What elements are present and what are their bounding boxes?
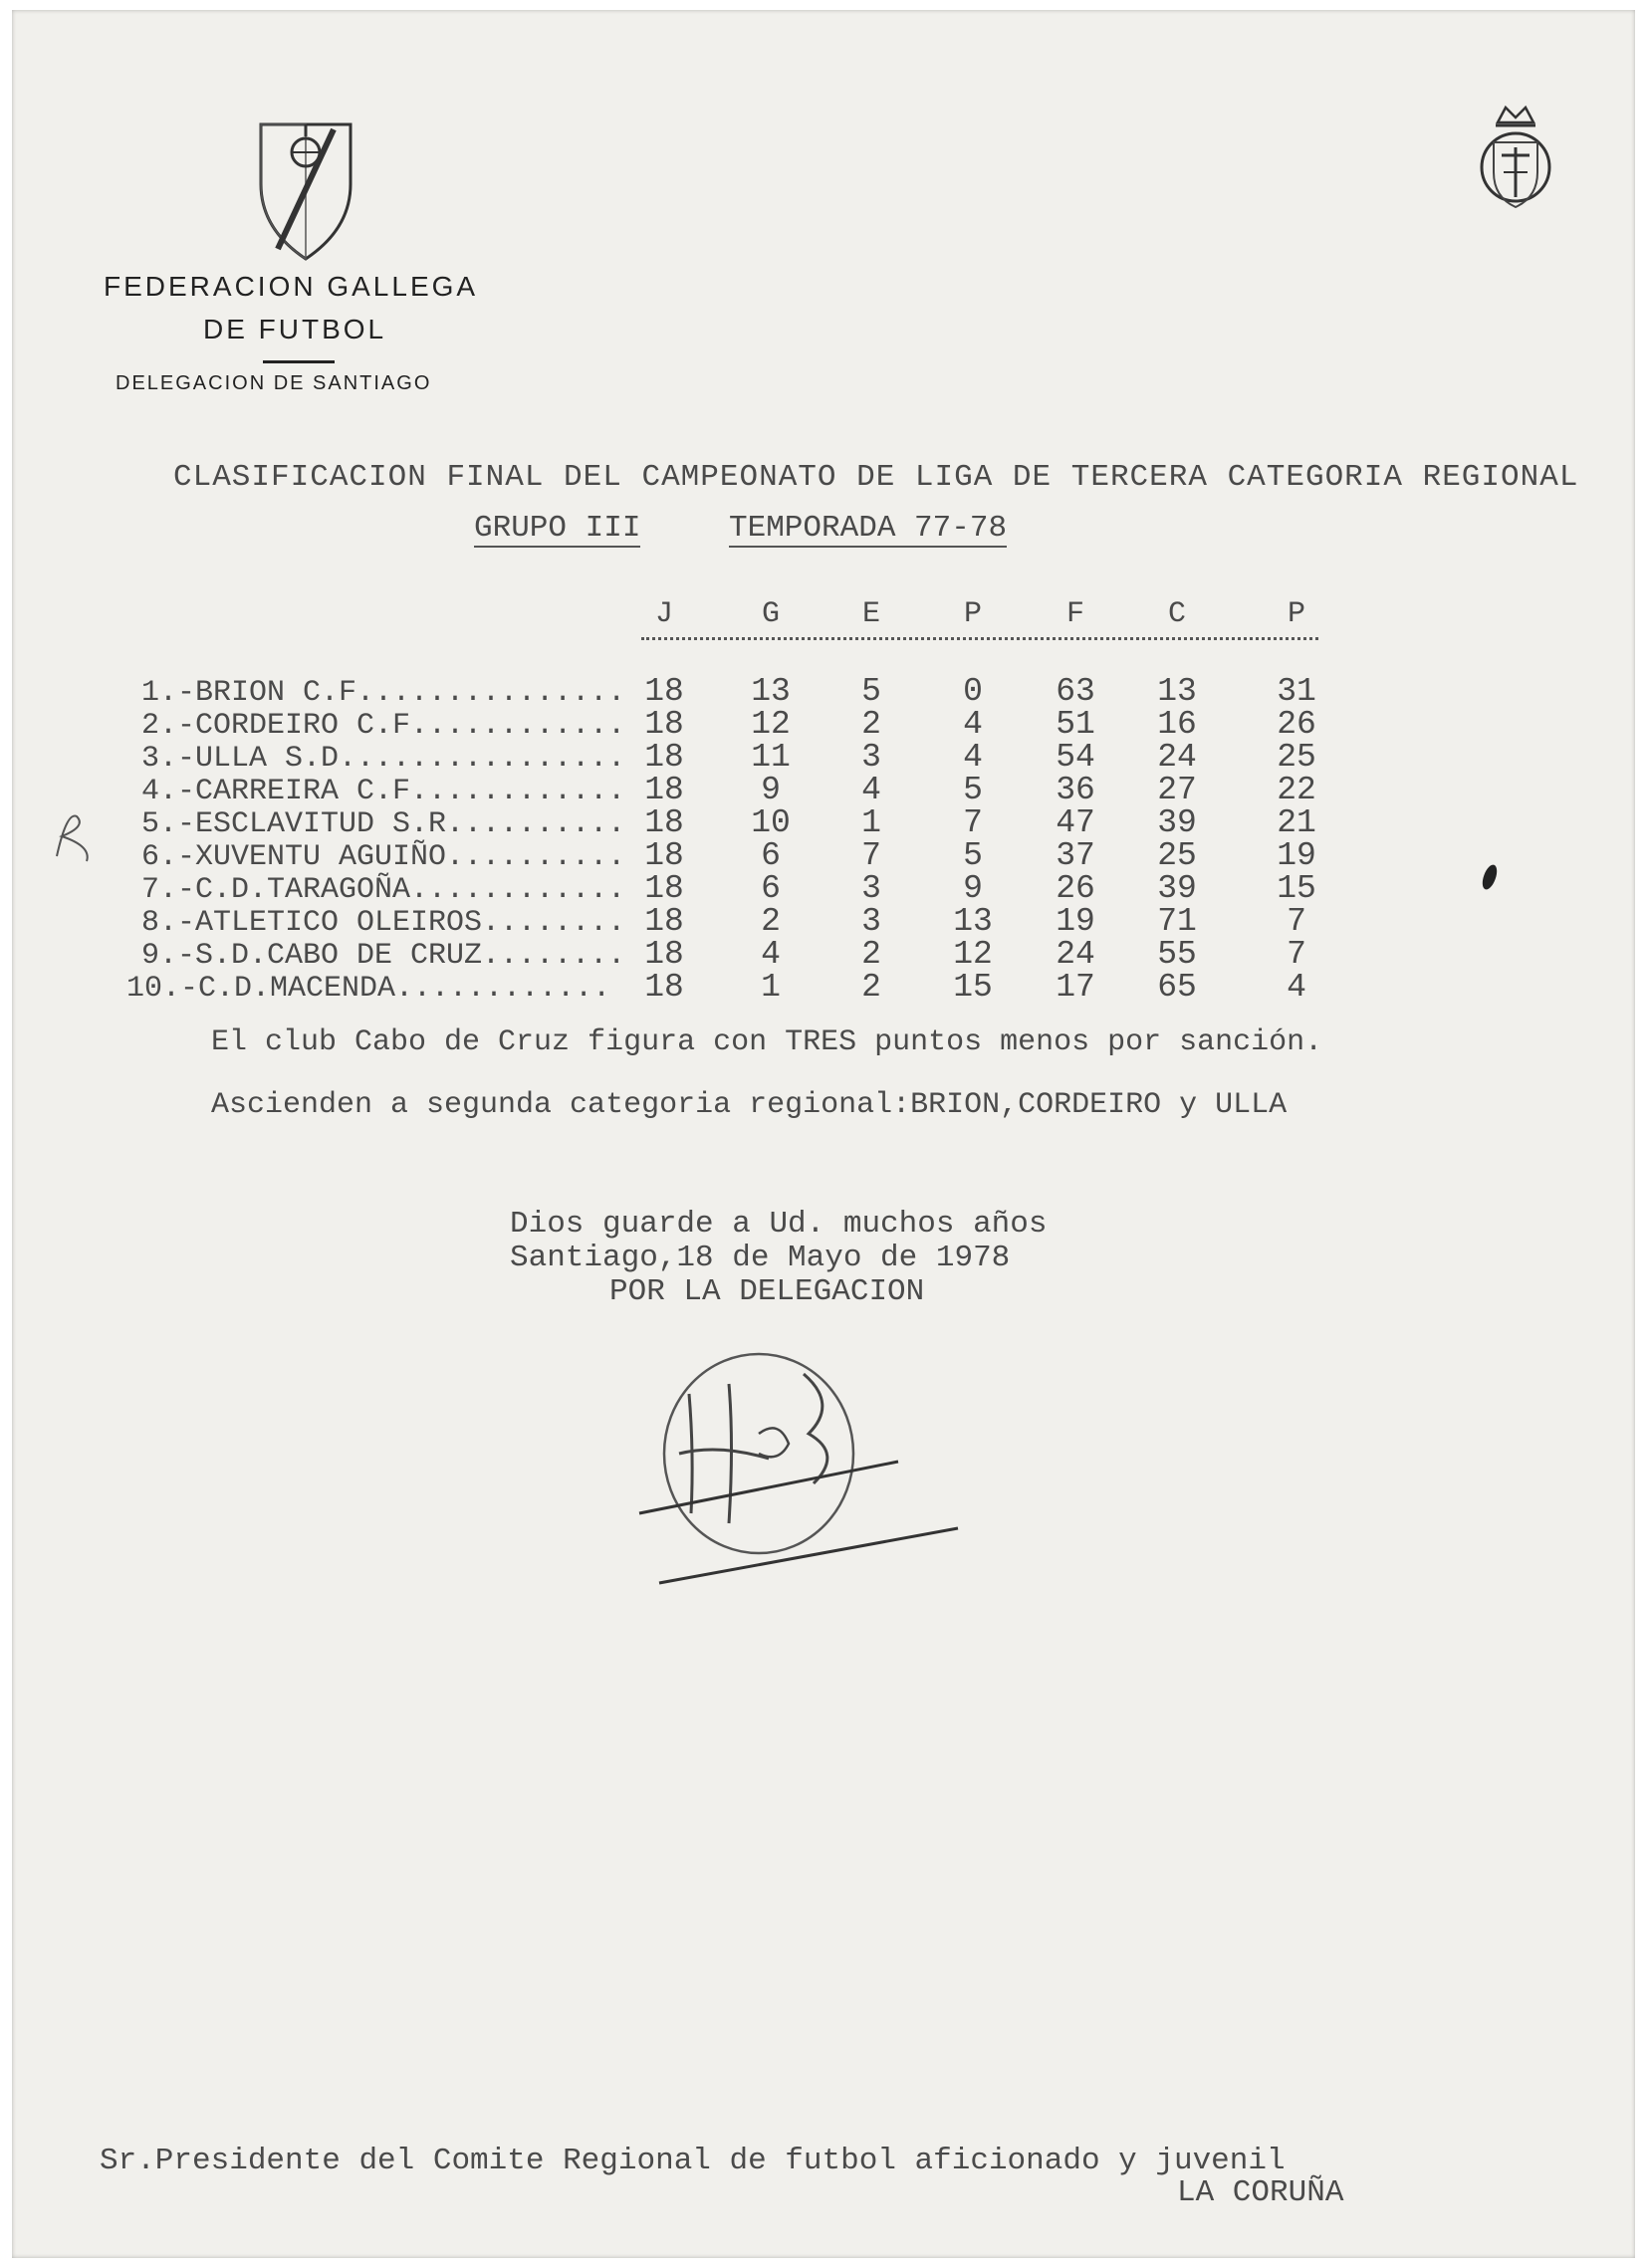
stat-lost: 0	[963, 673, 983, 710]
stat-drawn: 7	[861, 837, 881, 874]
org-name-line1: FEDERACION GALLEGA	[104, 271, 479, 302]
stat-played: 18	[644, 870, 684, 907]
stat-goals-against: 16	[1157, 706, 1197, 743]
delegation-name: DELEGACION DE SANTIAGO	[116, 372, 432, 394]
stat-drawn: 2	[861, 706, 881, 743]
team-name: 5.-ESCLAVITUD S.R..........	[141, 807, 626, 841]
stat-points: 31	[1277, 673, 1316, 710]
stat-drawn: 3	[861, 739, 881, 776]
margin-pencil-mark	[47, 806, 97, 866]
team-name: 8.-ATLETICO OLEIROS........	[141, 906, 626, 940]
stat-goals-against: 39	[1157, 804, 1197, 841]
table-header-rule	[641, 637, 1318, 640]
stat-won: 6	[761, 837, 781, 874]
stat-points: 26	[1277, 706, 1316, 743]
stat-goals-against: 27	[1157, 772, 1197, 808]
column-header-p: P	[963, 597, 982, 631]
stat-points: 25	[1277, 739, 1316, 776]
column-header-f: F	[1065, 597, 1084, 631]
stat-won: 2	[761, 903, 781, 940]
stat-points: 19	[1277, 837, 1316, 874]
stat-played: 18	[644, 739, 684, 776]
letterhead-divider	[263, 360, 335, 363]
stat-played: 18	[644, 903, 684, 940]
stat-goals-for: 19	[1056, 903, 1095, 940]
column-header-g: G	[761, 597, 780, 631]
stat-lost: 9	[963, 870, 983, 907]
stat-goals-against: 71	[1157, 903, 1197, 940]
stat-points: 7	[1287, 936, 1306, 973]
stat-played: 18	[644, 673, 684, 710]
stat-lost: 15	[953, 969, 993, 1006]
stat-goals-for: 36	[1056, 772, 1095, 808]
ink-blot	[1480, 863, 1500, 892]
closing-signatory: POR LA DELEGACION	[609, 1274, 925, 1309]
stat-goals-for: 17	[1056, 969, 1095, 1006]
stat-lost: 4	[963, 739, 983, 776]
stat-played: 18	[644, 804, 684, 841]
stat-won: 10	[751, 804, 791, 841]
stat-won: 1	[761, 969, 781, 1006]
federation-shield-logo	[256, 114, 355, 264]
stat-played: 18	[644, 837, 684, 874]
team-name: 1.-BRION C.F...............	[141, 676, 626, 710]
column-header-c: C	[1167, 597, 1186, 631]
stat-goals-against: 25	[1157, 837, 1197, 874]
stat-drawn: 3	[861, 903, 881, 940]
stat-drawn: 5	[861, 673, 881, 710]
recipient-city: LA CORUÑA	[1177, 2175, 1344, 2210]
stat-points: 21	[1277, 804, 1316, 841]
season-label: TEMPORADA 77-78	[729, 511, 1008, 546]
org-name-line2: DE FUTBOL	[203, 314, 387, 344]
team-name: 2.-CORDEIRO C.F............	[141, 709, 626, 743]
stat-drawn: 3	[861, 870, 881, 907]
stat-goals-against: 13	[1157, 673, 1197, 710]
stat-drawn: 1	[861, 804, 881, 841]
stat-lost: 4	[963, 706, 983, 743]
stat-goals-for: 63	[1056, 673, 1095, 710]
stat-drawn: 2	[861, 969, 881, 1006]
stat-goals-for: 47	[1056, 804, 1095, 841]
document-page	[12, 10, 1635, 2258]
stat-won: 6	[761, 870, 781, 907]
stat-points: 4	[1287, 969, 1306, 1006]
handwritten-signature	[619, 1324, 968, 1603]
team-name: 4.-CARREIRA C.F............	[141, 775, 626, 808]
team-name: 9.-S.D.CABO DE CRUZ........	[141, 939, 626, 973]
stat-points: 15	[1277, 870, 1316, 907]
stat-goals-for: 26	[1056, 870, 1095, 907]
stat-won: 4	[761, 936, 781, 973]
team-name: 3.-ULLA S.D................	[141, 742, 626, 776]
stat-goals-against: 24	[1157, 739, 1197, 776]
team-name: 6.-XUVENTU AGUIÑO..........	[141, 840, 626, 874]
stat-lost: 13	[953, 903, 993, 940]
stat-goals-against: 39	[1157, 870, 1197, 907]
stat-drawn: 4	[861, 772, 881, 808]
stat-played: 18	[644, 969, 684, 1006]
column-header-e: E	[861, 597, 880, 631]
group-label: GRUPO III	[474, 511, 641, 546]
stat-won: 9	[761, 772, 781, 808]
stat-lost: 5	[963, 837, 983, 874]
stat-goals-for: 37	[1056, 837, 1095, 874]
stat-lost: 12	[953, 936, 993, 973]
document-title: CLASIFICACION FINAL DEL CAMPEONATO DE LIGA DE TERCERA CATEGORIA REGIONAL	[173, 460, 1579, 495]
stat-played: 18	[644, 772, 684, 808]
team-name: 10.-C.D.MACENDA............	[126, 972, 611, 1006]
stat-points: 22	[1277, 772, 1316, 808]
stat-goals-for: 24	[1056, 936, 1095, 973]
stat-goals-for: 51	[1056, 706, 1095, 743]
column-header-pts: P	[1287, 597, 1305, 631]
stat-points: 7	[1287, 903, 1306, 940]
stat-played: 18	[644, 706, 684, 743]
column-header-j: J	[654, 597, 673, 631]
stat-won: 12	[751, 706, 791, 743]
recipient-line: Sr.Presidente del Comite Regional de futbol aficionado y juvenil	[100, 2144, 1286, 2178]
closing-greeting: Dios guarde a Ud. muchos años	[510, 1207, 1048, 1242]
crowned-crest-logo	[1476, 98, 1555, 227]
stat-drawn: 2	[861, 936, 881, 973]
stat-played: 18	[644, 936, 684, 973]
sanction-note: El club Cabo de Cruz figura con TRES puntos menos por sanción.	[211, 1025, 1323, 1059]
team-name: 7.-C.D.TARAGOÑA............	[141, 873, 626, 907]
stat-lost: 7	[963, 804, 983, 841]
stat-goals-against: 55	[1157, 936, 1197, 973]
promotion-note: Ascienden a segunda categoria regional:BRION,CORDEIRO y ULLA	[211, 1088, 1288, 1122]
closing-place-date: Santiago,18 de Mayo de 1978	[510, 1241, 1011, 1275]
stat-won: 13	[751, 673, 791, 710]
stat-won: 11	[751, 739, 791, 776]
stat-goals-for: 54	[1056, 739, 1095, 776]
stat-lost: 5	[963, 772, 983, 808]
stat-goals-against: 65	[1157, 969, 1197, 1006]
